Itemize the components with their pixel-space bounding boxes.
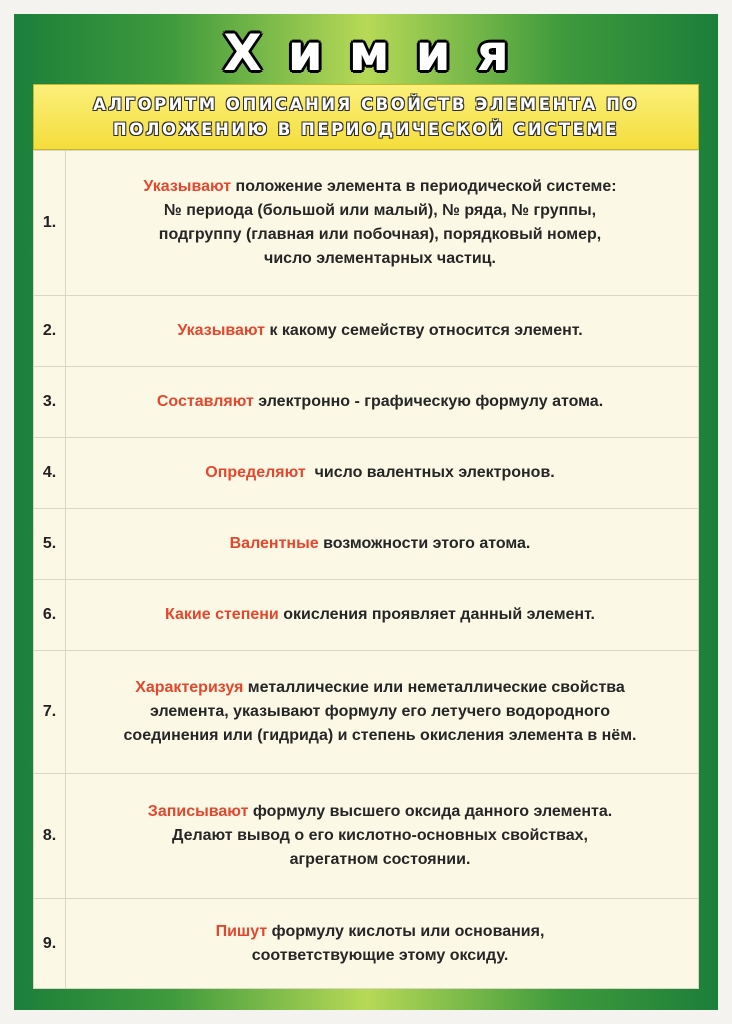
step-keyword: Валентные (229, 535, 319, 552)
step-number: 2. (34, 296, 66, 366)
step-line-2: соответствующие этому оксиду. (251, 946, 509, 964)
table-row-5 (34, 508, 698, 579)
step-text (66, 296, 694, 366)
step-line-2: элемента, указывают формулу его летучего водородного (150, 703, 610, 720)
step-line-1: число валентных электронов. (305, 464, 555, 481)
poster-frame (14, 14, 718, 1010)
step-text (66, 509, 694, 579)
step-keyword: Составляют (156, 393, 254, 410)
subtitle-line-2: ПОЛОЖЕНИЮ В ПЕРИОДИЧЕСКОЙ СИСТЕМЕ (112, 120, 620, 139)
step-line-3: агрегатном состоянии. (289, 851, 471, 868)
step-number: 5. (34, 509, 66, 579)
table-row-1 (34, 151, 698, 295)
subtitle-text (81, 92, 651, 142)
step-keyword: Какие степени (165, 606, 279, 623)
step-text (66, 367, 694, 437)
step-line-1: к какому семейству относится элемент. (265, 322, 583, 339)
table-row-4 (34, 437, 698, 508)
step-line-1: формулу высшего оксида данного элемента. (248, 803, 613, 820)
step-line-1: формулу кислоты или основания, (267, 922, 545, 940)
step-line-1: металлические или неметаллические свойства (243, 679, 625, 696)
step-line-2: Делают вывод о его кислотно-основных свойствах, (171, 827, 588, 844)
step-number: 6. (34, 580, 66, 650)
step-line-2: № периода (большой или малый), № ряда, № группы, (163, 202, 597, 219)
table-row-7 (34, 650, 698, 773)
step-keyword: Определяют (205, 464, 306, 481)
step-keyword: Указывают (177, 322, 266, 339)
step-number: 3. (34, 367, 66, 437)
step-line-4: число элементарных частиц. (264, 250, 496, 267)
step-text (66, 151, 694, 295)
subtitle-line-1: АЛГОРИТМ ОПИСАНИЯ СВОЙСТВ ЭЛЕМЕНТА ПО (93, 95, 639, 114)
step-line-3: соединения или (гидрида) и степень окисления элемента в нём. (123, 727, 637, 744)
step-keyword: Записывают (147, 803, 249, 820)
step-keyword: Пишут (215, 922, 268, 940)
step-text (66, 899, 694, 988)
step-text (66, 651, 694, 773)
step-text (66, 438, 694, 508)
step-number: 1. (34, 151, 66, 295)
poster-title: Химия (223, 24, 535, 82)
table-row-6 (34, 579, 698, 650)
step-line-1: окисления проявляет данный элемент. (278, 606, 595, 623)
table-row-3 (34, 366, 698, 437)
step-text (66, 774, 694, 898)
step-line-1: положение элемента в периодической системе: (231, 178, 617, 195)
step-number: 8. (34, 774, 66, 898)
step-keyword: Указывают (143, 178, 232, 195)
step-number: 7. (34, 651, 66, 773)
table-row-9 (34, 898, 698, 988)
step-line-3: подгруппу (главная или побочная), порядковый номер, (158, 226, 602, 243)
step-line-1: электронно - графическую формулу атома. (253, 393, 604, 410)
step-number: 9. (34, 899, 66, 988)
table-row-2 (34, 295, 698, 366)
subtitle-banner (33, 84, 699, 150)
step-keyword: Характеризуя (135, 679, 244, 696)
table-row-8 (34, 773, 698, 898)
step-text (66, 580, 694, 650)
algorithm-table (33, 150, 699, 989)
step-line-1: возможности этого атома. (318, 535, 531, 552)
step-number: 4. (34, 438, 66, 508)
